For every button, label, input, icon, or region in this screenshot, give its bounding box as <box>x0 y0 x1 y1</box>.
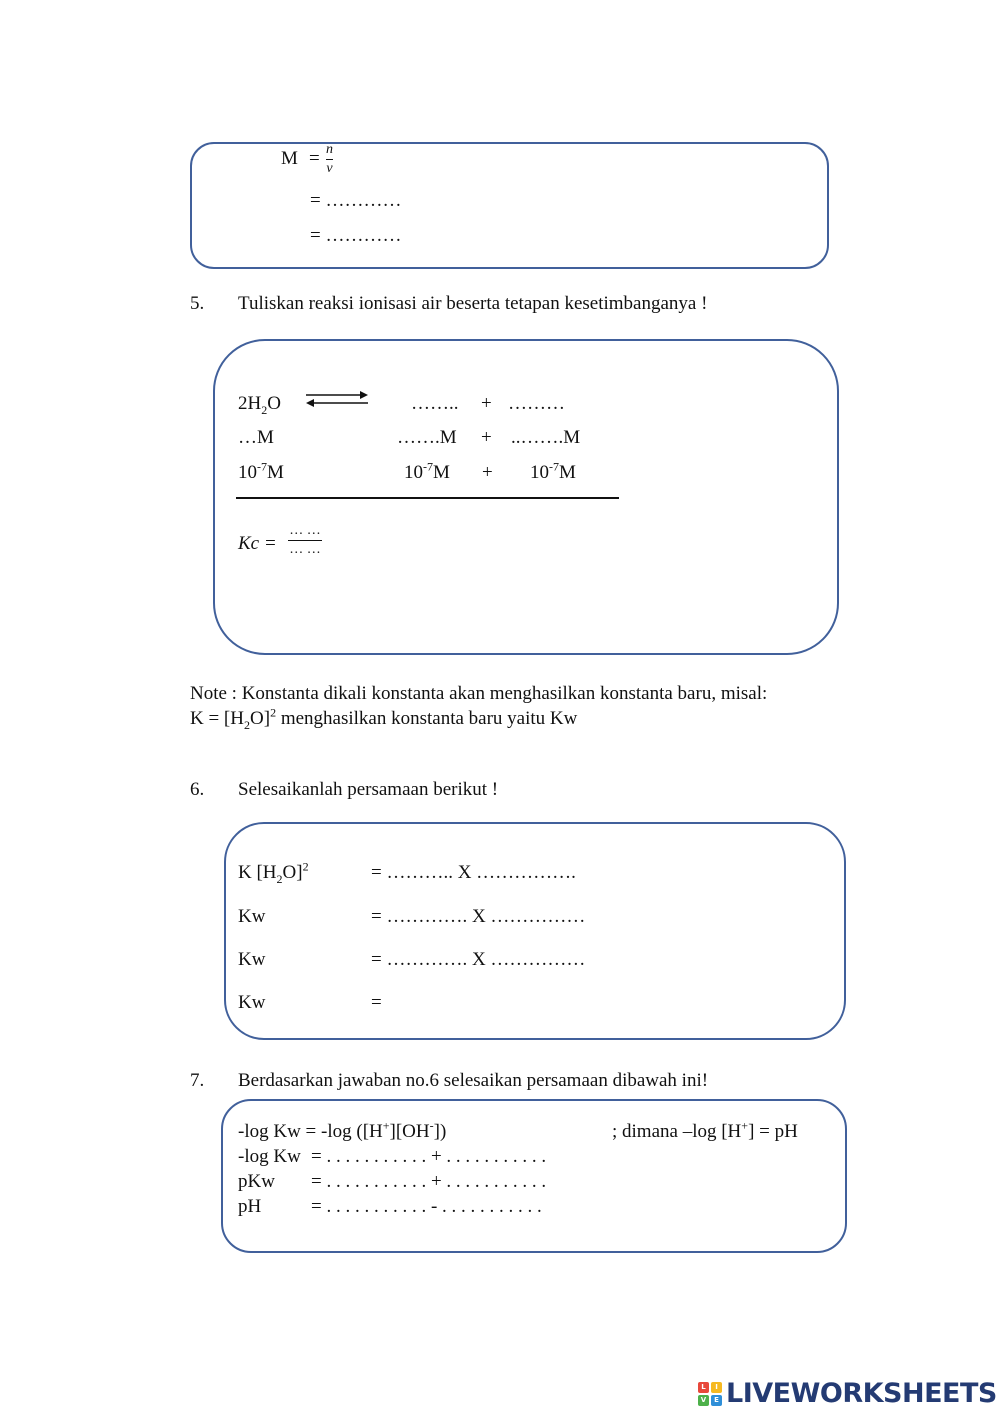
kc-fraction[interactable] <box>288 524 322 557</box>
plus-sign: + <box>481 393 492 414</box>
kw-row-3-blank[interactable]: = …………. X …………… <box>371 949 586 970</box>
fraction-denominator: v <box>326 161 333 176</box>
logo-text: LIVEWORKSHEETS <box>726 1378 997 1409</box>
concentration-value: $10^{-7}M$ <box>404 459 450 483</box>
question-6-text: Selesaikanlah persamaan berikut ! <box>238 779 499 800</box>
question-7-number: 7. <box>190 1070 205 1091</box>
pkw-blank[interactable]: = . . . . . . . . . . . + . . . . . . . . . . . <box>311 1171 547 1192</box>
molarity-label: M <box>281 148 298 169</box>
water-concentration-blank[interactable]: …M <box>238 427 274 448</box>
question-6-number: 6. <box>190 779 205 800</box>
reactant-water: $2H_2O$ <box>238 393 281 417</box>
equilibrium-arrow-icon <box>304 389 370 409</box>
ion-1-concentration-blank[interactable]: …….M <box>397 427 457 448</box>
ph-definition: ; dimana –log [H+] = pH <box>612 1118 798 1142</box>
kw-row-3-label: Kw <box>238 949 266 970</box>
log-kw-blank[interactable]: = . . . . . . . . . . . + . . . . . . . . . . . <box>311 1146 547 1167</box>
kc-denominator-blank[interactable]: … … <box>289 542 321 557</box>
logo-icon <box>698 1382 722 1406</box>
ph-blank[interactable]: = . . . . . . . . . . . - . . . . . . . . . . . <box>311 1196 542 1217</box>
kc-numerator-blank[interactable]: … … <box>289 523 321 538</box>
molarity-equals: = <box>309 148 320 169</box>
note-line-1: Note : Konstanta dikali konstanta akan menghasilkan konstanta baru, misal: <box>190 683 768 704</box>
molarity-blank-2[interactable]: = ………… <box>310 225 402 246</box>
log-kw-equation: -log Kw = -log ([H+][OH-]) <box>238 1118 447 1142</box>
question-5-text: Tuliskan reaksi ionisasi air beserta tetapan kesetimbanganya ! <box>238 293 708 314</box>
kw-row-1-blank[interactable]: = ……….. X ……………. <box>371 862 576 883</box>
kw-equation-box <box>224 822 846 1040</box>
molarity-blank-1[interactable]: = ………… <box>310 190 402 211</box>
reaction-divider <box>236 497 619 499</box>
kc-label: Kc = <box>238 533 277 554</box>
fraction-bar <box>288 540 322 541</box>
kw-row-2-blank[interactable]: = …………. X …………… <box>371 906 586 927</box>
logo-tile: E <box>711 1395 722 1406</box>
note-line-2: $K = [H_2O]^2$ menghasilkan konstanta baru yaitu Kw <box>190 705 578 732</box>
product-1-blank[interactable]: …….. <box>411 393 459 414</box>
liveworksheets-logo[interactable] <box>698 1378 997 1409</box>
fraction-numerator: n <box>326 142 333 157</box>
kw-row-4-label: Kw <box>238 992 266 1013</box>
plus-sign: + <box>481 427 492 448</box>
concentration-value: $10^{-7}M$ <box>530 459 576 483</box>
plus-sign: + <box>482 462 493 483</box>
question-5-number: 5. <box>190 293 205 314</box>
log-kw-label: -log Kw <box>238 1146 301 1167</box>
product-2-blank[interactable]: ……… <box>508 393 565 414</box>
concentration-value: $10^{-7}M$ <box>238 459 284 483</box>
logo-tile: I <box>711 1382 722 1393</box>
ion-2-concentration-blank[interactable]: ..…….M <box>511 427 581 448</box>
pkw-label: pKw <box>238 1171 275 1192</box>
molarity-fraction <box>326 143 333 176</box>
fraction-bar <box>326 159 333 160</box>
ph-label: pH <box>238 1196 262 1217</box>
kw-row-2-label: Kw <box>238 906 266 927</box>
logo-tile: L <box>698 1382 709 1393</box>
logo-tile: V <box>698 1395 709 1406</box>
question-7-text: Berdasarkan jawaban no.6 selesaikan persamaan dibawah ini! <box>238 1070 709 1091</box>
kw-row-4-blank[interactable]: = <box>371 992 382 1013</box>
kw-row-1-label: K $[H_2O]^2$ <box>238 859 309 886</box>
